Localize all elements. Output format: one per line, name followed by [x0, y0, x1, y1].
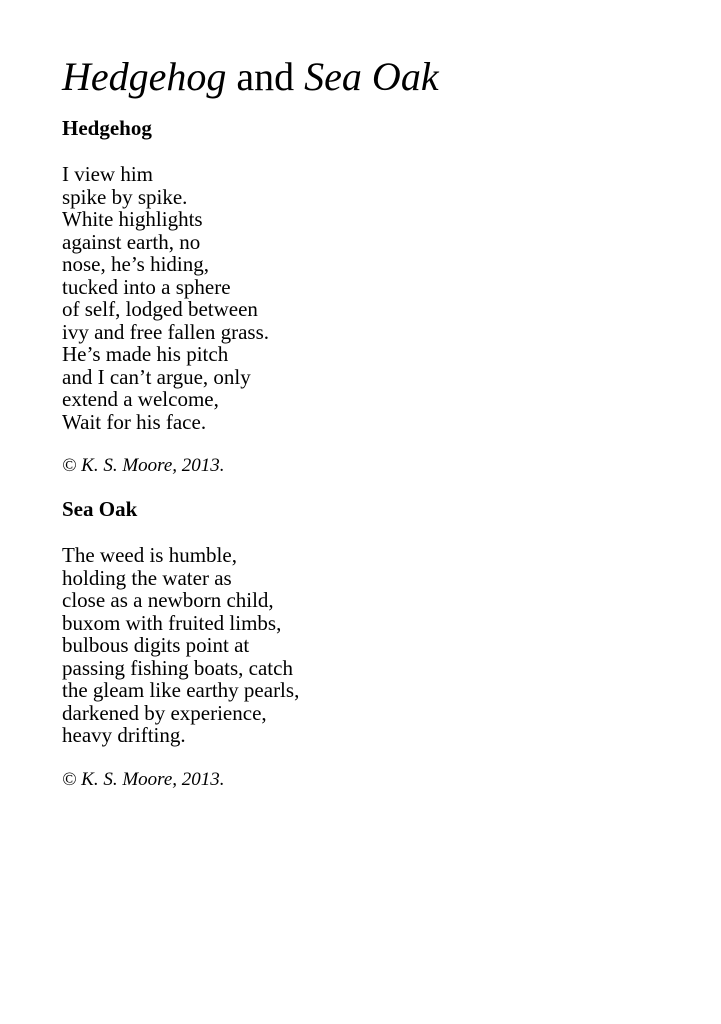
poem-line: He’s made his pitch: [62, 342, 229, 366]
poem-line: the gleam like earthy pearls,: [62, 678, 300, 702]
title-part-hedgehog: Hedgehog: [62, 54, 227, 99]
poem-line: heavy drifting.: [62, 723, 186, 747]
poem-line: tucked into a sphere: [62, 274, 231, 299]
poem-line: White highlights: [62, 207, 203, 231]
poem-line: and I can’t argue, only: [62, 364, 251, 389]
poem-line: Wait for his face.: [62, 409, 207, 434]
title-conjunction: and: [236, 54, 295, 99]
copyright-notice-sea-oak: © K. S. Moore, 2013.: [62, 768, 225, 790]
poem-line: against earth, no: [62, 229, 201, 254]
poem-line: darkened by experience,: [62, 700, 267, 725]
poem-line: extend a welcome,: [62, 387, 219, 411]
document-page: [62, 54, 682, 791]
poem-line: passing fishing boats, catch: [62, 655, 293, 680]
poem-line: ivy and free fallen grass.: [62, 319, 269, 344]
copyright-notice-hedgehog: © K. S. Moore, 2013.: [62, 455, 225, 476]
poem-title-hedgehog: Hedgehog: [62, 116, 152, 140]
poem-title-sea-oak: Sea Oak: [62, 497, 138, 521]
poem-line: of self, lodged between: [62, 297, 258, 321]
poem-line: bulbous digits point at: [62, 633, 250, 657]
poem-line: nose, he’s hiding,: [62, 252, 209, 276]
poem-stanza-sea-oak: [62, 544, 682, 747]
title-part-sea-oak: Sea Oak: [304, 54, 439, 99]
poem-line: close as a newborn child,: [62, 588, 274, 612]
document-title: [62, 54, 682, 100]
poem-line: buxom with fruited limbs,: [62, 610, 282, 635]
poem-line: holding the water as: [62, 565, 232, 590]
poem-stanza-hedgehog: [62, 163, 682, 433]
poem-line: The weed is humble,: [62, 543, 237, 567]
poem-line: I view him: [62, 162, 153, 186]
poem-line: spike by spike.: [62, 184, 188, 209]
